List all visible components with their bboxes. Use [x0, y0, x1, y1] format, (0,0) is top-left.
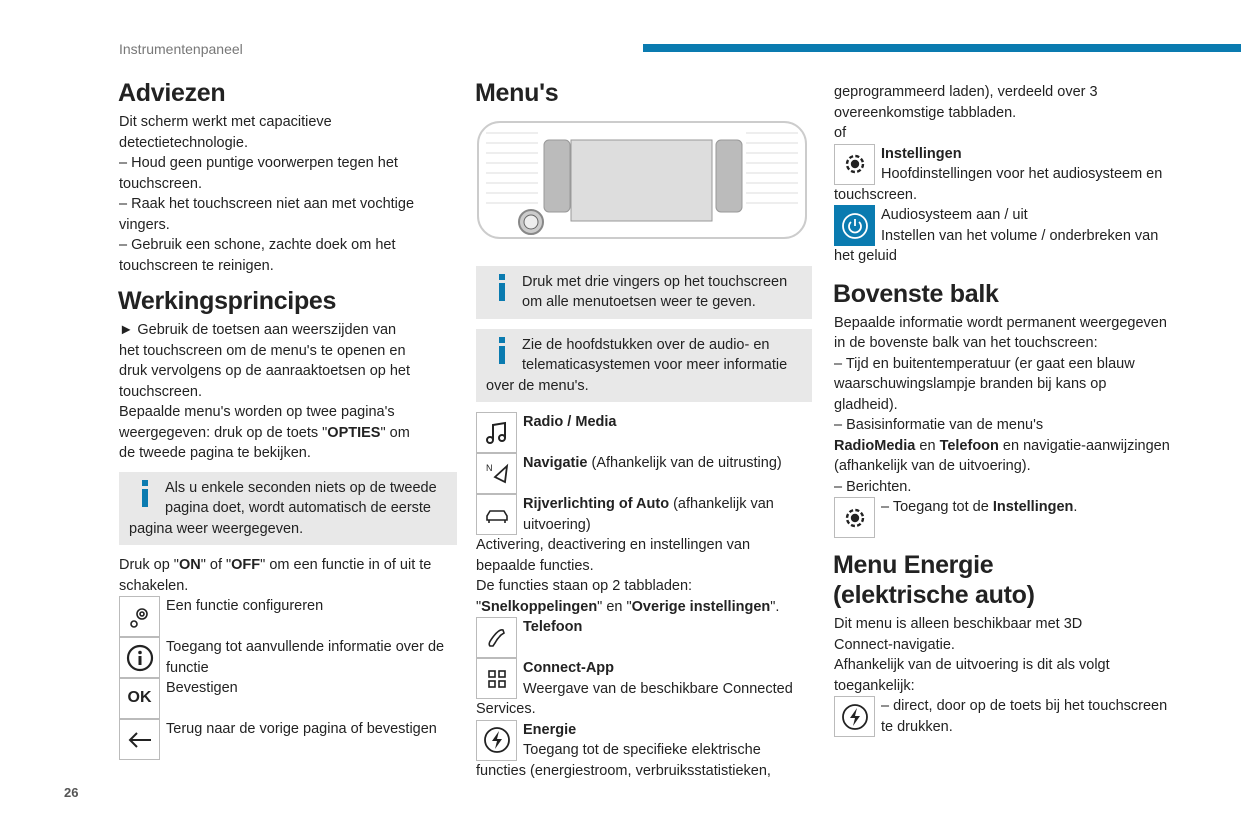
- paragraph: geprogrammeerd laden), verdeeld over 3 overeenkomstige tabbladen.: [834, 84, 1098, 121]
- paragraph: Dit scherm werkt met capacitieve detectietechnologie.: [119, 114, 332, 151]
- icon-row: OK Bevestigen: [119, 678, 457, 719]
- arrow-left-icon: [119, 719, 160, 760]
- column-2: [476, 78, 812, 781]
- settings-access: – Toegang tot de Instellingen.: [834, 497, 1174, 538]
- paragraph: RadioMedia en Telefoon en navigatie-aanwijzingen (afhankelijk van de uitvoering).: [834, 437, 1170, 474]
- menu-connect-app: Connect-App Weergave van de beschikbare Connected Services.: [476, 660, 793, 717]
- icon-row: Een functie configureren: [119, 596, 457, 637]
- info-box: Druk met drie vingers op het touchscreen om alle menutoetsen weer te geven.: [476, 266, 812, 319]
- icon-row: Toegang tot aanvullende informatie over de functie: [119, 637, 457, 678]
- paragraph: – Raak het touchscreen niet aan met vochtige vingers.: [119, 196, 415, 233]
- heading-adviezen: Adviezen: [118, 79, 226, 107]
- paragraph: Dit menu is alleen beschikbaar met 3D Connect-navigatie.: [834, 616, 1083, 653]
- energy-bolt-icon: [834, 696, 875, 737]
- paragraph: – Tijd en buitentemperatuur (er gaat een blauw waarschuwingslampje branden bij kans op gladheid).: [834, 355, 1135, 413]
- info-circle-icon: [119, 637, 160, 678]
- gear-icon: [834, 497, 875, 538]
- paragraph: of: [834, 125, 847, 141]
- heading-bovenste-balk: Bovenste balk: [833, 279, 999, 308]
- heading-werkingsprincipes: Werkingsprincipes: [118, 287, 337, 315]
- paragraph: – Gebruik een schone, zachte doek om het touchscreen te reinigen.: [119, 237, 396, 274]
- info-box: Zie de hoofdstukken over de audio- en telematicasystemen voor meer informatie over de menu's.: [476, 329, 812, 403]
- info-icon: [492, 274, 516, 308]
- paragraph: Druk op "ON" of "OFF" om een functie in of uit te schakelen.: [119, 557, 432, 594]
- column-3: [834, 82, 1174, 737]
- menu-energie: Energie Toegang tot de specifieke elektrische functies (energiestroom, verbruiksstatistieken,: [476, 721, 771, 779]
- section-bar: [643, 44, 1241, 52]
- info-icon: [135, 480, 159, 514]
- menu-telefoon: Telefoon: [476, 617, 812, 658]
- info-box: Als u enkele seconden niets op de tweede pagina doet, wordt automatisch de eerste pagina weer weergegeven.: [119, 472, 457, 546]
- paragraph: Activering, deactivering en instellingen van bepaalde functies.: [476, 537, 751, 574]
- info-icon: [492, 337, 516, 371]
- apps-grid-icon: [476, 658, 517, 699]
- svg-text:N: N: [485, 462, 492, 473]
- heading-menu-energie: Menu Energie (elektrische auto): [833, 551, 1035, 609]
- paragraph: Afhankelijk van de uitvoering is dit als volgt toegankelijk:: [834, 657, 1110, 694]
- phone-icon: [476, 617, 517, 658]
- energy-bolt-icon: [476, 720, 517, 761]
- section-title: Instrumentenpaneel: [119, 41, 243, 57]
- gear-icon: [834, 144, 875, 185]
- menu-radio: Radio / Media: [476, 412, 812, 453]
- paragraph: – Houd geen puntige voorwerpen tegen het touchscreen.: [119, 155, 398, 192]
- energy-access: – direct, door op de toets bij het touchscreen te drukken.: [834, 696, 1174, 737]
- audio-power: Audiosysteem aan / uit Instellen van het volume / onderbreken van het geluid: [834, 207, 1159, 264]
- dashboard-illustration: [476, 118, 810, 243]
- navigation-icon: [476, 453, 517, 494]
- gears-icon: [119, 596, 160, 637]
- paragraph: – Berichten.: [834, 478, 912, 495]
- power-icon: [834, 205, 875, 246]
- paragraph: – Basisinformatie van de menu's: [834, 417, 1044, 433]
- paragraph: De functies staan op 2 tabbladen:: [476, 578, 693, 594]
- paragraph: Bepaalde menu's worden op twee pagina's weergegeven: druk op de toets "OPTIES" om de tweede pagina te bekijken.: [119, 404, 410, 461]
- menu-auto: Rijverlichting of Auto (afhankelijk van uitvoering): [476, 494, 812, 535]
- paragraph: Bepaalde informatie wordt permanent weergegeven in de bovenste balk van het touchscreen:: [834, 314, 1167, 351]
- music-note-icon: [476, 412, 517, 453]
- heading-menus: Menu's: [475, 79, 559, 107]
- menu-navigatie: N Navigatie (Afhankelijk van de uitrusting): [476, 453, 812, 494]
- icon-row: Terug naar de vorige pagina of bevestigen: [119, 719, 457, 760]
- ok-icon: OK: [119, 678, 160, 719]
- car-icon: [476, 494, 517, 535]
- paragraph: ► Gebruik de toetsen aan weerszijden van het touchscreen om de menu's te openen en druk vervolgens op de aanraaktoetsen op het touchscreen.: [119, 322, 411, 400]
- menu-instellingen: Instellingen Hoofdinstellingen voor het audiosysteem en touchscreen.: [834, 145, 1163, 203]
- column-1: [119, 78, 457, 760]
- paragraph: "Snelkoppelingen" en "Overige instellingen".: [476, 598, 780, 615]
- page-number: 26: [64, 785, 79, 800]
